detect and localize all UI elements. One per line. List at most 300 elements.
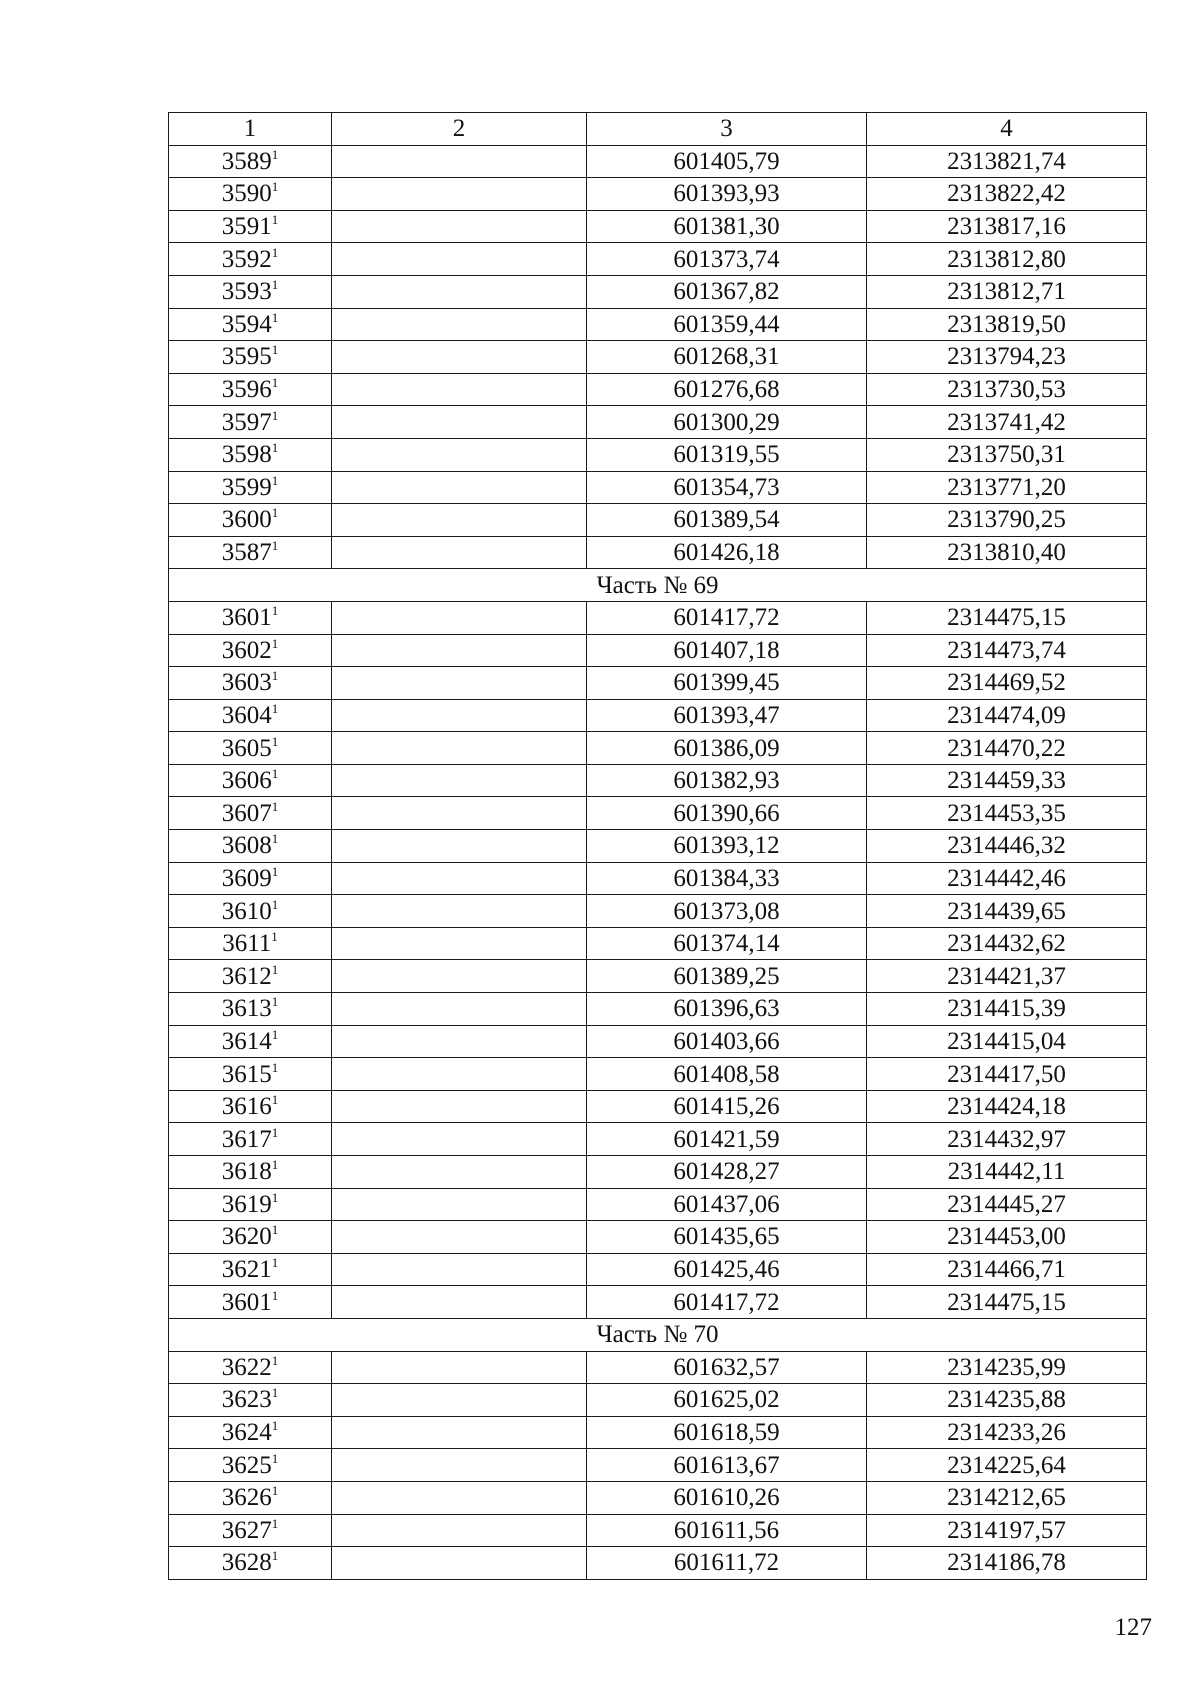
empty-cell — [332, 830, 587, 863]
point-number-cell — [169, 1286, 332, 1319]
point-number-cell — [169, 210, 332, 243]
empty-cell — [332, 438, 587, 471]
point-superscript: 1 — [271, 700, 279, 716]
point-number: 3596 — [221, 376, 272, 404]
point-number: 3623 — [221, 1386, 272, 1414]
x-coordinate-cell: 601367,82 — [587, 275, 867, 308]
table-row — [169, 1123, 1147, 1156]
table-row — [169, 373, 1147, 406]
point-superscript: 1 — [271, 179, 279, 195]
table-row — [169, 1188, 1147, 1221]
point-number-cell — [169, 764, 332, 797]
x-coordinate-cell: 601393,47 — [587, 699, 867, 732]
x-coordinate-cell: 601373,74 — [587, 243, 867, 276]
empty-cell — [332, 536, 587, 569]
column-header-4: 4 — [867, 113, 1147, 146]
x-coordinate-cell: 601374,14 — [587, 927, 867, 960]
y-coordinate-cell: 2313771,20 — [867, 471, 1147, 504]
point-superscript: 1 — [271, 896, 279, 912]
point-number-cell — [169, 1156, 332, 1189]
point-number-cell — [169, 1416, 332, 1449]
section-title: Часть № 70 — [169, 1318, 1147, 1351]
table-row — [169, 1253, 1147, 1286]
table-row — [169, 1221, 1147, 1254]
y-coordinate-cell: 2314475,15 — [867, 1286, 1147, 1319]
x-coordinate-cell: 601426,18 — [587, 536, 867, 569]
point-superscript: 1 — [271, 1124, 279, 1140]
y-coordinate-cell: 2314415,04 — [867, 1025, 1147, 1058]
table-row — [169, 667, 1147, 700]
table-row — [169, 634, 1147, 667]
point-number: 3594 — [221, 310, 272, 338]
table-row — [169, 764, 1147, 797]
point-number-cell — [169, 308, 332, 341]
empty-cell — [332, 1253, 587, 1286]
x-coordinate-cell: 601408,58 — [587, 1058, 867, 1091]
point-number: 3613 — [221, 995, 272, 1023]
point-number-cell — [169, 275, 332, 308]
y-coordinate-cell: 2314424,18 — [867, 1090, 1147, 1123]
point-superscript: 1 — [271, 212, 279, 228]
table-row — [169, 732, 1147, 765]
table-row — [169, 797, 1147, 830]
point-superscript: 1 — [271, 244, 279, 260]
point-superscript: 1 — [271, 1385, 279, 1401]
x-coordinate-cell: 601437,06 — [587, 1188, 867, 1221]
empty-cell — [332, 1416, 587, 1449]
y-coordinate-cell: 2314445,27 — [867, 1188, 1147, 1221]
empty-cell — [332, 960, 587, 993]
x-coordinate-cell: 601611,56 — [587, 1514, 867, 1547]
y-coordinate-cell: 2314459,33 — [867, 764, 1147, 797]
x-coordinate-cell: 601405,79 — [587, 145, 867, 178]
point-number: 3609 — [221, 864, 272, 892]
x-coordinate-cell: 601611,72 — [587, 1547, 867, 1580]
point-superscript: 1 — [271, 277, 279, 293]
table-row — [169, 210, 1147, 243]
point-number-cell — [169, 438, 332, 471]
coordinates-table — [168, 112, 1147, 1580]
point-number: 3592 — [221, 245, 272, 273]
point-number-cell — [169, 862, 332, 895]
point-number: 3620 — [221, 1223, 272, 1251]
empty-cell — [332, 1351, 587, 1384]
point-number-cell — [169, 1090, 332, 1123]
table-row — [169, 830, 1147, 863]
point-superscript: 1 — [271, 440, 279, 456]
x-coordinate-cell: 601399,45 — [587, 667, 867, 700]
point-superscript: 1 — [271, 1092, 279, 1108]
point-number-cell — [169, 1514, 332, 1547]
point-number: 3593 — [221, 278, 272, 306]
point-number-cell — [169, 1253, 332, 1286]
x-coordinate-cell: 601618,59 — [587, 1416, 867, 1449]
y-coordinate-cell: 2313794,23 — [867, 341, 1147, 374]
empty-cell — [332, 1025, 587, 1058]
y-coordinate-cell: 2314197,57 — [867, 1514, 1147, 1547]
point-number: 3587 — [221, 539, 272, 567]
x-coordinate-cell: 601389,25 — [587, 960, 867, 993]
point-number-cell — [169, 732, 332, 765]
y-coordinate-cell: 2314235,88 — [867, 1384, 1147, 1417]
point-number: 3607 — [221, 799, 272, 827]
empty-cell — [332, 895, 587, 928]
x-coordinate-cell: 601354,73 — [587, 471, 867, 504]
y-coordinate-cell: 2314233,26 — [867, 1416, 1147, 1449]
empty-cell — [332, 1221, 587, 1254]
point-number-cell — [169, 830, 332, 863]
y-coordinate-cell: 2313821,74 — [867, 145, 1147, 178]
y-coordinate-cell: 2314421,37 — [867, 960, 1147, 993]
point-number: 3608 — [221, 832, 272, 860]
empty-cell — [332, 667, 587, 700]
point-number-cell — [169, 1058, 332, 1091]
point-superscript: 1 — [271, 603, 279, 619]
empty-cell — [332, 993, 587, 1026]
empty-cell — [332, 471, 587, 504]
y-coordinate-cell: 2314415,39 — [867, 993, 1147, 1026]
table-header-row — [169, 113, 1147, 146]
point-number-cell — [169, 145, 332, 178]
point-number: 3619 — [221, 1190, 272, 1218]
point-number-cell — [169, 178, 332, 211]
empty-cell — [332, 1449, 587, 1482]
x-coordinate-cell: 601390,66 — [587, 797, 867, 830]
empty-cell — [332, 764, 587, 797]
table-row — [169, 275, 1147, 308]
section-title-row — [169, 569, 1147, 602]
point-number-cell — [169, 1025, 332, 1058]
table-row — [169, 895, 1147, 928]
table-row — [169, 1351, 1147, 1384]
empty-cell — [332, 1058, 587, 1091]
point-number: 3616 — [221, 1093, 272, 1121]
table-row — [169, 960, 1147, 993]
x-coordinate-cell: 601417,72 — [587, 1286, 867, 1319]
table-row — [169, 341, 1147, 374]
point-number: 3601 — [221, 1288, 272, 1316]
point-number: 3612 — [221, 962, 272, 990]
point-number-cell — [169, 699, 332, 732]
y-coordinate-cell: 2314466,71 — [867, 1253, 1147, 1286]
point-number: 3600 — [221, 506, 272, 534]
point-superscript: 1 — [271, 1026, 279, 1042]
empty-cell — [332, 601, 587, 634]
point-number: 3589 — [221, 147, 272, 175]
x-coordinate-cell: 601610,26 — [587, 1481, 867, 1514]
y-coordinate-cell: 2314446,32 — [867, 830, 1147, 863]
point-number: 3610 — [221, 897, 272, 925]
y-coordinate-cell: 2314475,15 — [867, 601, 1147, 634]
point-number-cell — [169, 1351, 332, 1384]
point-superscript: 1 — [271, 863, 279, 879]
point-number-cell — [169, 504, 332, 537]
empty-cell — [332, 178, 587, 211]
point-superscript: 1 — [271, 1157, 279, 1173]
empty-cell — [332, 699, 587, 732]
empty-cell — [332, 275, 587, 308]
y-coordinate-cell: 2314186,78 — [867, 1547, 1147, 1580]
x-coordinate-cell: 601319,55 — [587, 438, 867, 471]
table-row — [169, 927, 1147, 960]
column-header-2: 2 — [332, 113, 587, 146]
point-number: 3625 — [221, 1451, 272, 1479]
point-number: 3605 — [221, 734, 272, 762]
table-row — [169, 536, 1147, 569]
x-coordinate-cell: 601421,59 — [587, 1123, 867, 1156]
point-number-cell — [169, 471, 332, 504]
point-superscript: 1 — [271, 961, 279, 977]
column-header-1: 1 — [169, 113, 332, 146]
point-superscript: 1 — [271, 1483, 279, 1499]
table-row — [169, 178, 1147, 211]
point-superscript: 1 — [271, 668, 279, 684]
section-title: Часть № 69 — [169, 569, 1147, 602]
y-coordinate-cell: 2314470,22 — [867, 732, 1147, 765]
point-superscript: 1 — [271, 635, 279, 651]
point-number: 3599 — [221, 473, 272, 501]
point-number-cell — [169, 1384, 332, 1417]
y-coordinate-cell: 2313730,53 — [867, 373, 1147, 406]
point-superscript: 1 — [271, 929, 278, 945]
empty-cell — [332, 927, 587, 960]
point-number-cell — [169, 993, 332, 1026]
y-coordinate-cell: 2313810,40 — [867, 536, 1147, 569]
empty-cell — [332, 373, 587, 406]
x-coordinate-cell: 601359,44 — [587, 308, 867, 341]
x-coordinate-cell: 601415,26 — [587, 1090, 867, 1123]
y-coordinate-cell: 2313812,80 — [867, 243, 1147, 276]
point-number-cell — [169, 1123, 332, 1156]
point-superscript: 1 — [271, 733, 279, 749]
x-coordinate-cell: 601407,18 — [587, 634, 867, 667]
table-row — [169, 1286, 1147, 1319]
point-superscript: 1 — [271, 1515, 279, 1531]
empty-cell — [332, 1481, 587, 1514]
empty-cell — [332, 634, 587, 667]
x-coordinate-cell: 601386,09 — [587, 732, 867, 765]
point-number-cell — [169, 1221, 332, 1254]
empty-cell — [332, 1547, 587, 1580]
point-superscript: 1 — [271, 1189, 279, 1205]
y-coordinate-cell: 2314453,35 — [867, 797, 1147, 830]
table-row — [169, 1156, 1147, 1189]
page-number: 127 — [1114, 1614, 1152, 1641]
x-coordinate-cell: 601428,27 — [587, 1156, 867, 1189]
y-coordinate-cell: 2313750,31 — [867, 438, 1147, 471]
point-number-cell — [169, 406, 332, 439]
point-superscript: 1 — [271, 1222, 279, 1238]
point-number-cell — [169, 536, 332, 569]
point-number: 3591 — [221, 213, 272, 241]
empty-cell — [332, 1123, 587, 1156]
empty-cell — [332, 243, 587, 276]
empty-cell — [332, 341, 587, 374]
column-header-3: 3 — [587, 113, 867, 146]
empty-cell — [332, 1286, 587, 1319]
table-row — [169, 1058, 1147, 1091]
point-number-cell — [169, 895, 332, 928]
empty-cell — [332, 797, 587, 830]
x-coordinate-cell: 601632,57 — [587, 1351, 867, 1384]
y-coordinate-cell: 2314442,46 — [867, 862, 1147, 895]
point-number: 3617 — [221, 1125, 272, 1153]
point-superscript: 1 — [271, 1255, 279, 1271]
x-coordinate-cell: 601417,72 — [587, 601, 867, 634]
table-row — [169, 406, 1147, 439]
point-superscript: 1 — [271, 375, 279, 391]
x-coordinate-cell: 601389,54 — [587, 504, 867, 537]
empty-cell — [332, 1156, 587, 1189]
table-row — [169, 1416, 1147, 1449]
y-coordinate-cell: 2313817,16 — [867, 210, 1147, 243]
point-number: 3627 — [221, 1516, 272, 1544]
y-coordinate-cell: 2313822,42 — [867, 178, 1147, 211]
point-number-cell — [169, 1547, 332, 1580]
x-coordinate-cell: 601300,29 — [587, 406, 867, 439]
table-row — [169, 438, 1147, 471]
point-superscript: 1 — [271, 1352, 279, 1368]
y-coordinate-cell: 2314474,09 — [867, 699, 1147, 732]
table-row — [169, 1547, 1147, 1580]
point-number: 3602 — [221, 636, 272, 664]
point-number-cell — [169, 1481, 332, 1514]
point-number-cell — [169, 341, 332, 374]
point-number: 3628 — [221, 1549, 272, 1577]
point-number: 3626 — [221, 1484, 272, 1512]
table-body — [169, 145, 1147, 1579]
point-number-cell — [169, 960, 332, 993]
x-coordinate-cell: 601613,67 — [587, 1449, 867, 1482]
point-number: 3618 — [221, 1158, 272, 1186]
point-number: 3597 — [221, 408, 272, 436]
x-coordinate-cell: 601425,46 — [587, 1253, 867, 1286]
point-superscript: 1 — [271, 407, 279, 423]
point-superscript: 1 — [271, 505, 279, 521]
point-number: 3615 — [221, 1060, 272, 1088]
point-superscript: 1 — [271, 309, 279, 325]
point-number: 3595 — [221, 343, 272, 371]
y-coordinate-cell: 2313819,50 — [867, 308, 1147, 341]
table-row — [169, 471, 1147, 504]
x-coordinate-cell: 601393,12 — [587, 830, 867, 863]
point-superscript: 1 — [271, 994, 279, 1010]
y-coordinate-cell: 2314212,65 — [867, 1481, 1147, 1514]
empty-cell — [332, 308, 587, 341]
x-coordinate-cell: 601381,30 — [587, 210, 867, 243]
point-number: 3611 — [222, 930, 272, 958]
point-superscript: 1 — [271, 1418, 279, 1434]
point-superscript: 1 — [271, 538, 279, 554]
y-coordinate-cell: 2314432,97 — [867, 1123, 1147, 1156]
table-row — [169, 504, 1147, 537]
point-number-cell — [169, 1188, 332, 1221]
empty-cell — [332, 210, 587, 243]
x-coordinate-cell: 601625,02 — [587, 1384, 867, 1417]
point-number: 3603 — [221, 669, 272, 697]
empty-cell — [332, 145, 587, 178]
point-number-cell — [169, 634, 332, 667]
empty-cell — [332, 732, 587, 765]
point-superscript: 1 — [271, 798, 279, 814]
x-coordinate-cell: 601276,68 — [587, 373, 867, 406]
empty-cell — [332, 1384, 587, 1417]
table-row — [169, 1384, 1147, 1417]
point-number: 3621 — [221, 1256, 272, 1284]
table-row — [169, 145, 1147, 178]
point-superscript: 1 — [271, 1548, 279, 1564]
x-coordinate-cell: 601393,93 — [587, 178, 867, 211]
y-coordinate-cell: 2313812,71 — [867, 275, 1147, 308]
point-number: 3598 — [221, 441, 272, 469]
empty-cell — [332, 1188, 587, 1221]
point-superscript: 1 — [271, 342, 279, 358]
y-coordinate-cell: 2313790,25 — [867, 504, 1147, 537]
point-number: 3606 — [221, 767, 272, 795]
y-coordinate-cell: 2314453,00 — [867, 1221, 1147, 1254]
point-number: 3590 — [221, 180, 272, 208]
point-number: 3604 — [221, 701, 272, 729]
point-number: 3601 — [221, 604, 272, 632]
x-coordinate-cell: 601382,93 — [587, 764, 867, 797]
table-row — [169, 243, 1147, 276]
point-superscript: 1 — [271, 1287, 279, 1303]
point-number-cell — [169, 1449, 332, 1482]
point-superscript: 1 — [271, 146, 279, 162]
table-row — [169, 308, 1147, 341]
point-number: 3622 — [221, 1353, 272, 1381]
empty-cell — [332, 862, 587, 895]
x-coordinate-cell: 601268,31 — [587, 341, 867, 374]
table-row — [169, 1090, 1147, 1123]
point-number: 3614 — [221, 1027, 272, 1055]
table-row — [169, 699, 1147, 732]
point-superscript: 1 — [271, 766, 279, 782]
empty-cell — [332, 504, 587, 537]
point-number-cell — [169, 797, 332, 830]
table-row — [169, 1514, 1147, 1547]
y-coordinate-cell: 2314235,99 — [867, 1351, 1147, 1384]
table-row — [169, 1481, 1147, 1514]
y-coordinate-cell: 2314439,65 — [867, 895, 1147, 928]
point-number-cell — [169, 601, 332, 634]
x-coordinate-cell: 601396,63 — [587, 993, 867, 1026]
point-number-cell — [169, 373, 332, 406]
x-coordinate-cell: 601435,65 — [587, 1221, 867, 1254]
empty-cell — [332, 406, 587, 439]
point-superscript: 1 — [271, 1059, 279, 1075]
point-superscript: 1 — [271, 831, 279, 847]
table-row — [169, 1025, 1147, 1058]
table-row — [169, 993, 1147, 1026]
x-coordinate-cell: 601373,08 — [587, 895, 867, 928]
table-row — [169, 862, 1147, 895]
y-coordinate-cell: 2314469,52 — [867, 667, 1147, 700]
y-coordinate-cell: 2314432,62 — [867, 927, 1147, 960]
empty-cell — [332, 1090, 587, 1123]
point-number-cell — [169, 927, 332, 960]
x-coordinate-cell: 601384,33 — [587, 862, 867, 895]
y-coordinate-cell: 2314442,11 — [867, 1156, 1147, 1189]
x-coordinate-cell: 601403,66 — [587, 1025, 867, 1058]
empty-cell — [332, 1514, 587, 1547]
point-superscript: 1 — [271, 1450, 279, 1466]
table-row — [169, 601, 1147, 634]
section-title-row — [169, 1318, 1147, 1351]
point-number-cell — [169, 243, 332, 276]
point-number-cell — [169, 667, 332, 700]
y-coordinate-cell: 2314473,74 — [867, 634, 1147, 667]
